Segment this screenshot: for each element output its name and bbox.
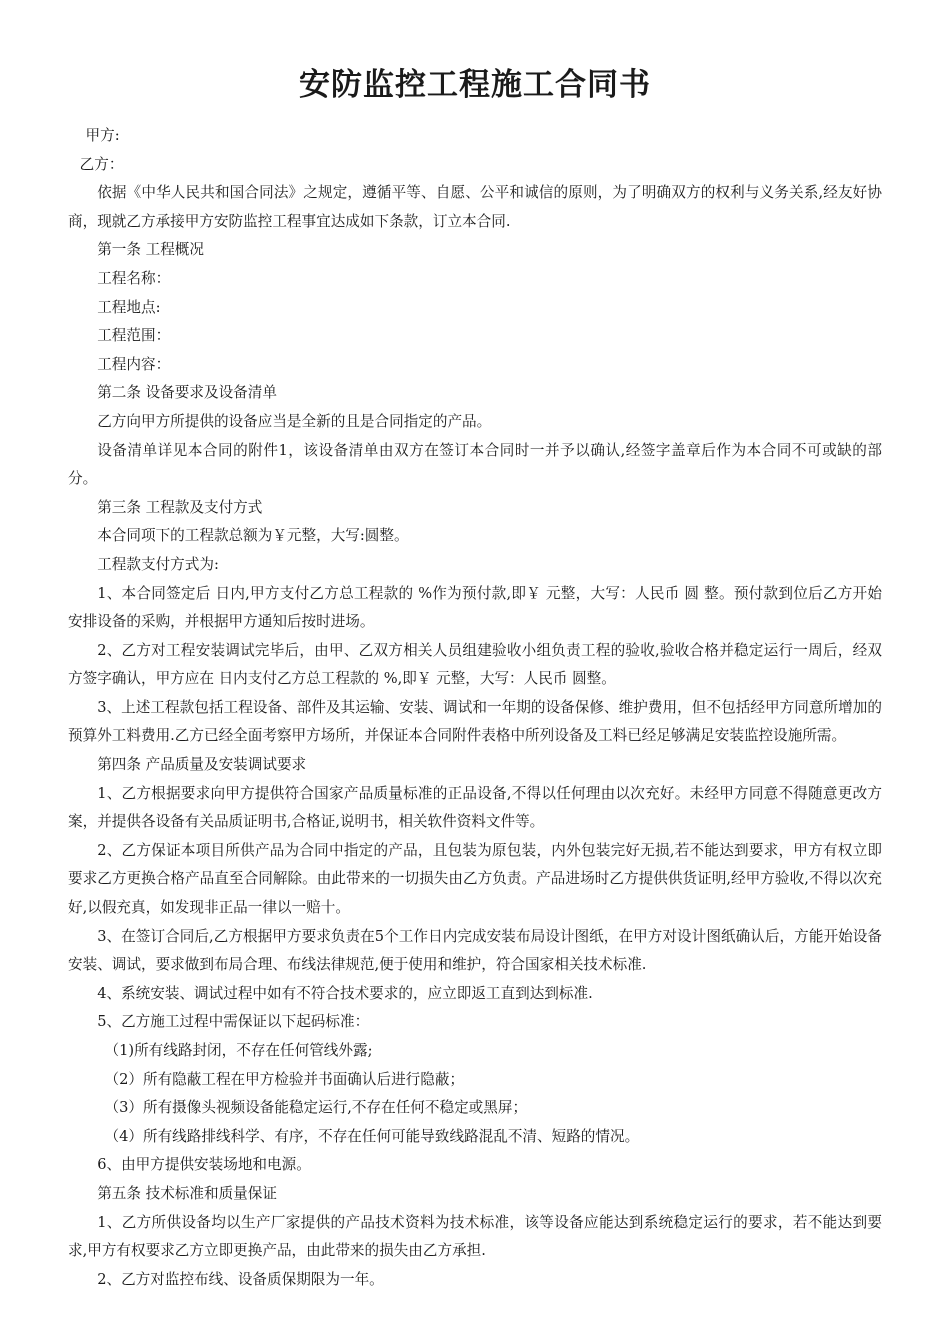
- clause-item: 5、乙方施工过程中需保证以下起码标准：: [97, 1013, 370, 1031]
- article-5-heading: 第五条 技术标准和质量保证: [97, 1184, 277, 1202]
- article-4-heading: 第四条 产品质量及安装调试要求: [97, 756, 307, 774]
- document-body: [68, 122, 882, 1294]
- clause-item: 2、乙方保证本项目所供产品为合同中指定的产品，且包装为原包装，内外包装完好无损,若不能达到要求，甲方有权立即要求乙方更换合格产品直至合同解除。由此带来的一切损失由乙方负责。产品进场时乙方提供供货证明,经甲方验收,不得以次充好,以假充真，如发现非正品一律以一赔十。: [68, 841, 882, 917]
- clause-item: 2、乙方对监控布线、设备质保期限为一年。: [97, 1270, 384, 1288]
- project-name-line: 工程名称：: [97, 269, 171, 287]
- clause-item: 1、本合同签定后 日内,甲方支付乙方总工程款的 %作为预付款,即￥ 元整，大写：人民币 圆 整。预付款到位后乙方开始安排设备的采购，并根据甲方通知后按时进场。: [68, 584, 882, 631]
- clause-item: 6、由甲方提供安装场地和电源。: [97, 1156, 311, 1174]
- project-scope-line: 工程范围：: [97, 327, 171, 345]
- project-location-line: 工程地点:: [97, 298, 161, 316]
- paragraph: 本合同项下的工程款总额为￥元整，大写:圆整。: [97, 527, 409, 545]
- project-content-line: 工程内容：: [97, 355, 171, 373]
- party-a-line: 甲方:: [85, 127, 120, 144]
- paragraph: 工程款支付方式为:: [97, 555, 219, 573]
- party-b-line: 乙方：: [79, 155, 124, 173]
- clause-item: 1、乙方所供设备均以生产厂家提供的产品技术资料为技术标准，该等设备应能达到系统稳定运行的要求，若不能达到要求,甲方有权要求乙方立即更换产品，由此带来的损失由乙方承担.: [68, 1213, 882, 1260]
- sub-clause-item: （1)所有线路封闭，不存在任何管线外露;: [104, 1042, 373, 1059]
- clause-item: 3、上述工程款包括工程设备、部件及其运输、安装、调试和一年期的设备保修、维护费用，但不包括经甲方同意所增加的预算外工料费用.乙方已经全面考察甲方场所，并保证本合同附件表格中所列设备及工料已经足够满足安装监控设施所需。: [68, 698, 882, 745]
- clause-item: 2、乙方对工程安装调试完毕后，由甲、乙双方相关人员组建验收小组负责工程的验收,验收合格并稳定运行一周后，经双方签字确认，甲方应在 日内支付乙方总工程款的 %,即￥ 元整，大写：人民币 圆整。: [68, 641, 882, 688]
- clause-item: 1、乙方根据要求向甲方提供符合国家产品质量标准的正品设备,不得以任何理由以次充好。未经甲方同意不得随意更改方案，并提供各设备有关品质证明书,合格证,说明书，相关软件资料文件等。: [68, 784, 882, 831]
- paragraph: 设备清单详见本合同的附件1，该设备清单由双方在签订本合同时一并予以确认,经签字盖章后作为本合同不可或缺的部分。: [68, 441, 882, 488]
- document-title: 安防监控工程施工合同书: [299, 67, 651, 103]
- clause-item: 3、在签订合同后,乙方根据甲方要求负责在5个工作日内完成安装布局设计图纸，在甲方对设计图纸确认后，方能开始设备安装、调试，要求做到布局合理、布线法律规范,便于使用和维护，符合国家相关技术标准.: [68, 927, 882, 974]
- sub-clause-item: （3）所有摄像头视频设备能稳定运行,不存在任何不稳定或黑屏；: [104, 1099, 528, 1117]
- article-3-heading: 第三条 工程款及支付方式: [97, 498, 263, 516]
- sub-clause-item: （4）所有线路排线科学、有序，不存在任何可能导致线路混乱不清、短路的情况。: [104, 1127, 640, 1145]
- article-2-heading: 第二条 设备要求及设备清单: [97, 384, 277, 402]
- article-1-heading: 第一条 工程概况: [97, 241, 204, 259]
- paragraph: 乙方向甲方所提供的设备应当是全新的且是合同指定的产品。: [97, 412, 492, 430]
- preamble-paragraph: 依据《中华人民共和国合同法》之规定，遵循平等、自愿、公平和诚信的原则，为了明确双方的权利与义务关系,经友好协商，现就乙方承接甲方安防监控工程事宜达成如下条款，订立本合同.: [68, 184, 882, 230]
- sub-clause-item: （2）所有隐蔽工程在甲方检验并书面确认后进行隐蔽；: [104, 1070, 465, 1088]
- clause-item: 4、系统安装、调试过程中如有不符合技术要求的，应立即返工直到达到标准.: [97, 984, 593, 1002]
